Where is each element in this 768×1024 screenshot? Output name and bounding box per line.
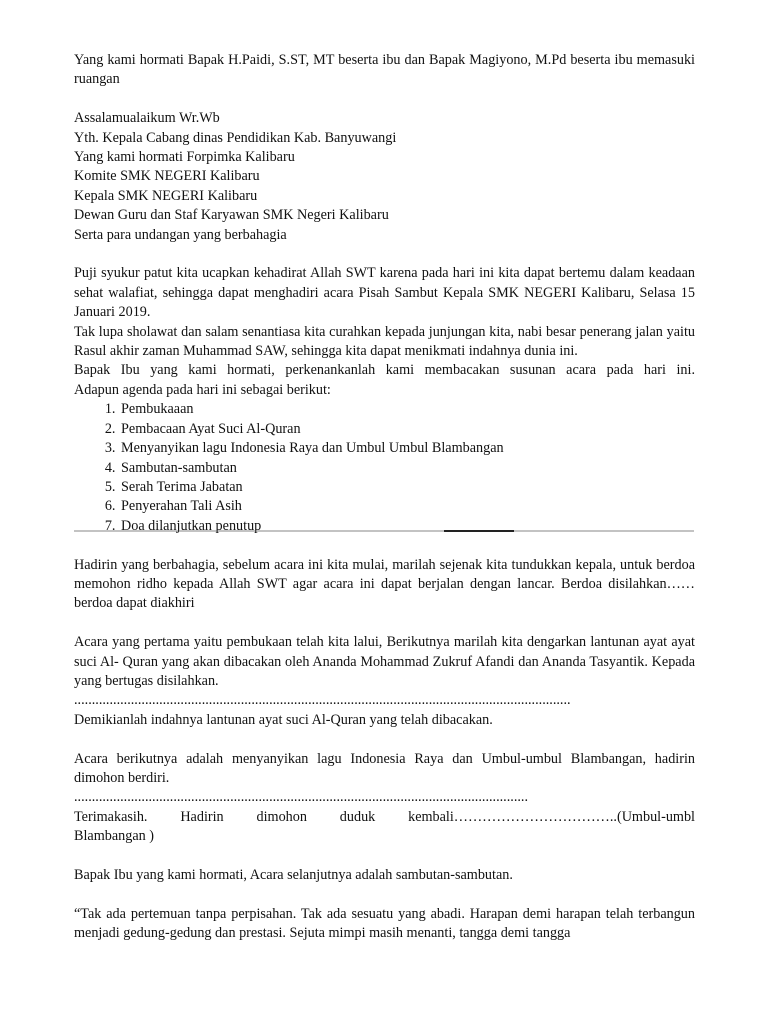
anthem-paragraph: Acara berikutnya adalah menyanyikan lagu Indonesia Raya dan Umbul-umbul Blambangan, hadirin dimohon berdiri. xyxy=(74,750,695,786)
agenda-item: 3. Menyanyikan lagu Indonesia Raya dan Umbul Umbul Blambangan xyxy=(119,439,695,458)
dotted-line: ............................................................................................................................................ xyxy=(74,692,571,709)
agenda-item: 1. Pembukaaan xyxy=(119,400,695,419)
thanks-line-continued: Blambangan ) xyxy=(74,828,154,845)
agenda-item: 6. Penyerahan Tali Asih xyxy=(119,497,695,516)
intro-paragraph: Yang kami hormati Bapak H.Paidi, S.ST, MT beserta ibu dan Bapak Magiyono, M.Pd beserta ibu memasuki ruangan xyxy=(74,52,695,88)
agenda-item: 5. Serah Terima Jabatan xyxy=(119,478,695,497)
thanks-word: duduk xyxy=(339,808,376,825)
greeting-line: Yang kami hormati Forpimka Kalibaru xyxy=(74,149,295,166)
agenda-item: 4. Sambutan-sambutan xyxy=(119,459,695,478)
greeting-line: Komite SMK NEGERI Kalibaru xyxy=(74,168,260,185)
agenda-intro-line: Bapak Ibu yang kami hormati, perkenankanlah kami membacakan susunan acara pada hari ini. xyxy=(74,362,695,379)
quote-paragraph: “Tak ada pertemuan tanpa perpisahan. Tak ada sesuatu yang abadi. Harapan demi harapan telah terbangun menjadi gedung-gedung dan prestasi. Sejuta mimpi masih menanti, tangga demi tangga xyxy=(74,905,695,942)
thanks-word: Terimakasih. xyxy=(74,808,148,825)
sholawat-paragraph: Tak lupa sholawat dan salam senantiasa kita curahkan kepada junjungan kita, nabi besar penerang jalan yaitu Rasul akhir zaman Muhammad SAW, sehingga kita dapat menikmati indahnya dunia ini. xyxy=(74,323,695,360)
agenda-intro-line: Adapun agenda pada hari ini sebagai berikut: xyxy=(74,381,331,398)
quran-paragraph: Acara yang pertama yaitu pembukaan telah kita lalui, Berikutnya marilah kita dengarkan lantunan ayat ayat suci Al- Quran yang akan dibacakan oleh Ananda Mohammad Zukruf Afandi dan Ananda Tasyantik. Kepada yang bertugas disilahkan. xyxy=(74,634,695,689)
agenda-item: 2. Pembacaan Ayat Suci Al-Quran xyxy=(119,420,695,439)
greeting-line: Dewan Guru dan Staf Karyawan SMK Negeri Kalibaru xyxy=(74,207,389,224)
thanks-word: Hadirin xyxy=(180,808,224,825)
page-break-divider xyxy=(74,529,694,533)
greeting-line: Assalamualaikum Wr.Wb xyxy=(74,110,220,127)
thanks-word: kembali……………………………..(Umbul-umbl xyxy=(408,808,695,825)
quran-closing-line: Demikianlah indahnya lantunan ayat suci Al-Quran yang telah dibacakan. xyxy=(74,711,493,728)
praise-paragraph: Puji syukur patut kita ucapkan kehadirat Allah SWT karena pada hari ini kita dapat bertemu dalam keadaan sehat walafiat, sehingga dapat menghadiri acara Pisah Sambut Kepala SMK NEGERI Kalibaru, Selasa 15 Januari 2019. xyxy=(74,265,695,321)
dotted-line: ................................................................................................................................ xyxy=(74,789,528,806)
thanks-line xyxy=(74,808,695,827)
agenda-item: 7. Doa dilanjutkan penutup xyxy=(119,517,695,536)
agenda-list xyxy=(74,400,695,536)
thanks-word: dimohon xyxy=(256,808,307,825)
speeches-line: Bapak Ibu yang kami hormati, Acara selanjutnya adalah sambutan-sambutan. xyxy=(74,866,513,883)
greeting-line: Kepala SMK NEGERI Kalibaru xyxy=(74,187,258,204)
document-page xyxy=(74,51,695,944)
greeting-line: Yth. Kepala Cabang dinas Pendidikan Kab. Banyuwangi xyxy=(74,129,397,146)
prayer-paragraph: Hadirin yang berbahagia, sebelum acara ini kita mulai, marilah sejenak kita tundukkan kepala, untuk berdoa memohon ridho kepada Allah SWT agar acara ini dapat berjalan dengan lancar. Berdoa disilahkan……berdoa dapat diakhiri xyxy=(74,556,695,612)
greeting-line: Serta para undangan yang berbahagia xyxy=(74,226,287,243)
